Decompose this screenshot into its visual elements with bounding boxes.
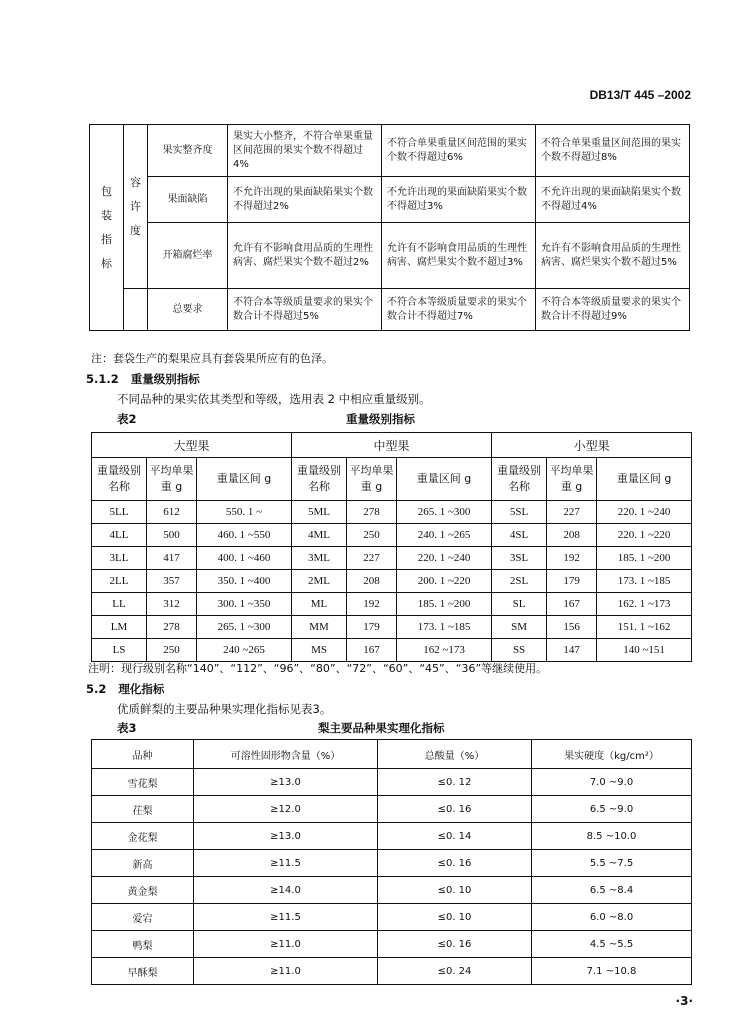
weight-cell: LS: [92, 639, 147, 662]
weight-cell: 147: [547, 639, 597, 662]
phys-cell: 7.0 ~9.0: [532, 769, 692, 796]
pack-cell: 允许有不影响食用品质的生理性病害、腐烂果实个数不超过5%: [536, 223, 690, 289]
weight-cell: 200. 1 ~220: [397, 570, 492, 593]
phys-row: [92, 931, 692, 958]
weight-cell: LL: [92, 593, 147, 616]
group-medium: 中型果: [292, 433, 492, 458]
weight-cell: 179: [347, 616, 397, 639]
weight-cell: 3ML: [292, 547, 347, 570]
weight-cell: 417: [147, 547, 197, 570]
pack-cell: 不符合单果重量区间范围的果实个数不得超过8%: [536, 125, 690, 177]
weight-cell: 173. 1 ~185: [597, 570, 692, 593]
header-soluble-solids: 可溶性固形物含量（%）: [194, 740, 378, 769]
pack-row-name: 总要求: [148, 289, 228, 331]
col-head: 重量级别名称: [92, 458, 147, 501]
phys-cell: ≤0. 16: [378, 796, 532, 823]
weight-cell: SM: [492, 616, 547, 639]
col-head: 重量级别名称: [292, 458, 347, 501]
weight-grade-table: [91, 432, 692, 662]
phys-cell: 早酥梨: [92, 958, 194, 985]
packaging-tolerance-table: [89, 124, 690, 331]
weight-cell: 460. 1 ~550: [197, 524, 292, 547]
phys-cell: ≥11.5: [194, 850, 378, 877]
weight-cell: 312: [147, 593, 197, 616]
phys-cell: ≥11.0: [194, 931, 378, 958]
table3-label: 表3: [117, 721, 137, 735]
phys-cell: 5.5 ~7.5: [532, 850, 692, 877]
weight-cell: MM: [292, 616, 347, 639]
phys-row: [92, 877, 692, 904]
col-head: 重量区间 g: [197, 458, 292, 501]
weight-cell: 179: [547, 570, 597, 593]
weight-cell: 3LL: [92, 547, 147, 570]
pack-cell: 不允许出现的果面缺陷果实个数不得超过2%: [228, 177, 382, 223]
phys-cell: 4.5 ~5.5: [532, 931, 692, 958]
phys-cell: ≤0. 16: [378, 850, 532, 877]
weight-cell: MS: [292, 639, 347, 662]
physicochemical-table: [91, 739, 692, 985]
note-bagging: 注：套袋生产的梨果应具有套袋果所应有的色泽。: [91, 352, 333, 365]
phys-cell: 爱宕: [92, 904, 194, 931]
phys-cell: 黄金梨: [92, 877, 194, 904]
weight-cell: 167: [347, 639, 397, 662]
tolerance-cell: 容 许 度: [124, 125, 148, 289]
weight-cell: 192: [347, 593, 397, 616]
phys-cell: 雪花梨: [92, 769, 194, 796]
weight-cell: 220. 1 ~240: [397, 547, 492, 570]
pack-cell: 允许有不影响食用品质的生理性病害、腐烂果实个数不超过2%: [228, 223, 382, 289]
note-grade-names: 注明：现行级别名称“140”、“112”、“96”、“80”、“72”、“60”、“45”、“36”等继续使用。: [88, 662, 548, 675]
phys-cell: ≤0. 10: [378, 904, 532, 931]
weight-cell: 208: [547, 524, 597, 547]
phys-cell: ≤0. 14: [378, 823, 532, 850]
weight-row: [92, 616, 692, 639]
phys-row: [92, 796, 692, 823]
section-paragraph-52: 优质鲜梨的主要品种果实理化指标见表3。: [117, 702, 332, 716]
header-total-acid: 总酸量（%）: [378, 740, 532, 769]
weight-cell: 227: [347, 547, 397, 570]
weight-cell: 265. 1 ~300: [397, 501, 492, 524]
table2-label: 表2: [117, 412, 137, 426]
weight-cell: 151. 1 ~162: [597, 616, 692, 639]
col-head: 平均单果重 g: [147, 458, 197, 501]
col-head: 重量区间 g: [597, 458, 692, 501]
weight-cell: 240 ~265: [197, 639, 292, 662]
phys-cell: 茌梨: [92, 796, 194, 823]
section-heading-512: 5.1.2 重量级别指标: [86, 372, 200, 386]
phys-cell: ≥13.0: [194, 769, 378, 796]
weight-cell: 5LL: [92, 501, 147, 524]
weight-cell: 250: [147, 639, 197, 662]
phys-cell: 6.5 ~9.0: [532, 796, 692, 823]
weight-cell: 2ML: [292, 570, 347, 593]
weight-cell: 550. 1 ~: [197, 501, 292, 524]
weight-cell: 400. 1 ~460: [197, 547, 292, 570]
header-variety: 品种: [92, 740, 194, 769]
weight-cell: 240. 1 ~265: [397, 524, 492, 547]
weight-cell: 156: [547, 616, 597, 639]
phys-cell: 金花梨: [92, 823, 194, 850]
phys-row: [92, 904, 692, 931]
weight-cell: 278: [147, 616, 197, 639]
weight-cell: 208: [347, 570, 397, 593]
phys-cell: ≥14.0: [194, 877, 378, 904]
weight-cell: 167: [547, 593, 597, 616]
weight-cell: ML: [292, 593, 347, 616]
weight-cell: 5SL: [492, 501, 547, 524]
col-head: 平均单果重 g: [347, 458, 397, 501]
phys-cell: ≤0. 12: [378, 769, 532, 796]
pack-cell: 允许有不影响食用品质的生理性病害、腐烂果实个数不超过3%: [382, 223, 536, 289]
phys-cell: ≥11.5: [194, 904, 378, 931]
weight-cell: 357: [147, 570, 197, 593]
weight-cell: 4ML: [292, 524, 347, 547]
col-head: 重量区间 g: [397, 458, 492, 501]
tolerance-empty-cell: [124, 289, 148, 331]
weight-cell: 250: [347, 524, 397, 547]
weight-cell: 2SL: [492, 570, 547, 593]
weight-cell: 185. 1 ~200: [597, 547, 692, 570]
group-small: 小型果: [492, 433, 692, 458]
weight-cell: 140 ~151: [597, 639, 692, 662]
phys-cell: ≥12.0: [194, 796, 378, 823]
weight-cell: 185. 1 ~200: [397, 593, 492, 616]
weight-cell: 220. 1 ~240: [597, 501, 692, 524]
pack-cell: 不允许出现的果面缺陷果实个数不得超过3%: [382, 177, 536, 223]
header-firmness: 果实硬度（kg/cm²）: [532, 740, 692, 769]
phys-cell: ≤0. 24: [378, 958, 532, 985]
group-large: 大型果: [92, 433, 292, 458]
weight-cell: 278: [347, 501, 397, 524]
weight-row: [92, 547, 692, 570]
phys-cell: ≤0. 16: [378, 931, 532, 958]
table3-title: 梨主要品种果实理化指标: [318, 721, 445, 735]
weight-cell: 4SL: [492, 524, 547, 547]
weight-cell: 227: [547, 501, 597, 524]
pack-row-name: 果面缺陷: [148, 177, 228, 223]
phys-cell: 6.5 ~8.4: [532, 877, 692, 904]
weight-row: [92, 524, 692, 547]
pack-category-cell: 包 装 指 标: [90, 125, 124, 331]
weight-cell: 5ML: [292, 501, 347, 524]
weight-cell: 173. 1 ~185: [397, 616, 492, 639]
weight-cell: LM: [92, 616, 147, 639]
col-head: 平均单果重 g: [547, 458, 597, 501]
phys-row: [92, 769, 692, 796]
weight-cell: 162 ~173: [397, 639, 492, 662]
pack-cell: 果实大小整齐，不符合单果重量区间范围的果实个数不得超过4%: [228, 125, 382, 177]
table2-title: 重量级别指标: [346, 412, 415, 426]
phys-cell: ≥13.0: [194, 823, 378, 850]
weight-cell: 2LL: [92, 570, 147, 593]
weight-row: [92, 639, 692, 662]
weight-row: [92, 570, 692, 593]
pack-cell: 不符合本等级质量要求的果实个数合计不得超过5%: [228, 289, 382, 331]
weight-cell: 350. 1 ~400: [197, 570, 292, 593]
phys-row: [92, 823, 692, 850]
pack-cell: 不允许出现的果面缺陷果实个数不得超过4%: [536, 177, 690, 223]
phys-cell: 8.5 ~10.0: [532, 823, 692, 850]
weight-row: [92, 501, 692, 524]
document-code: DB13/T 445 –2002: [589, 88, 691, 102]
weight-cell: 612: [147, 501, 197, 524]
weight-cell: SS: [492, 639, 547, 662]
weight-cell: 220. 1 ~220: [597, 524, 692, 547]
phys-row: [92, 958, 692, 985]
weight-cell: 192: [547, 547, 597, 570]
pack-cell: 不符合单果重量区间范围的果实个数不得超过6%: [382, 125, 536, 177]
weight-row: [92, 593, 692, 616]
phys-cell: ≥11.0: [194, 958, 378, 985]
col-head: 重量级别名称: [492, 458, 547, 501]
weight-cell: 500: [147, 524, 197, 547]
phys-row: [92, 850, 692, 877]
pack-row-name: 果实整齐度: [148, 125, 228, 177]
weight-cell: 265. 1 ~300: [197, 616, 292, 639]
pack-cell: 不符合本等级质量要求的果实个数合计不得超过9%: [536, 289, 690, 331]
weight-cell: 162. 1 ~173: [597, 593, 692, 616]
weight-cell: 3SL: [492, 547, 547, 570]
weight-cell: SL: [492, 593, 547, 616]
section-heading-52: 5.2 理化指标: [86, 682, 165, 696]
pack-row-name: 开箱腐烂率: [148, 223, 228, 289]
phys-cell: 鸭梨: [92, 931, 194, 958]
phys-cell: 7.1 ~10.8: [532, 958, 692, 985]
phys-cell: 新高: [92, 850, 194, 877]
phys-cell: ≤0. 10: [378, 877, 532, 904]
page-number: ·3·: [675, 994, 693, 1008]
section-paragraph-512: 不同品种的果实依其类型和等级，选用表 2 中相应重量级别。: [117, 392, 431, 406]
weight-cell: 4LL: [92, 524, 147, 547]
pack-cell: 不符合本等级质量要求的果实个数合计不得超过7%: [382, 289, 536, 331]
weight-cell: 300. 1 ~350: [197, 593, 292, 616]
phys-cell: 6.0 ~8.0: [532, 904, 692, 931]
